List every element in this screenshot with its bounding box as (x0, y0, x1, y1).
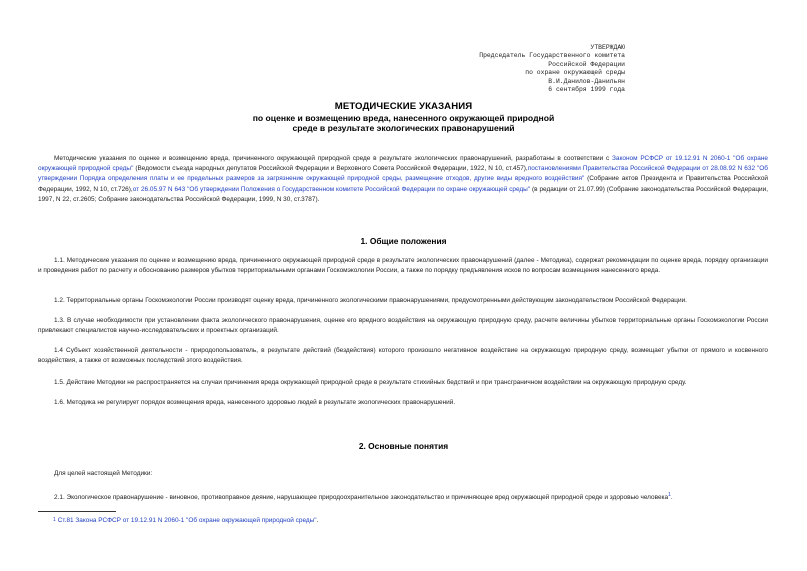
decree-643-link[interactable]: от 26.05.97 N 643 "Об утверждении Положения о Государственном комитете Российской Федерации по охране окружающей среды" (132, 185, 531, 193)
footnote-law-link[interactable]: Ст.81 Закона РСФСР от 19.12.91 N 2060-1 "Об охране окружающей природной среды" (57, 517, 317, 524)
footnote-mark: 1 (53, 517, 56, 523)
paragraph-1-2: 1.2. Территориальные органы Госкомэкологии России производят оценку вреда, причиненного экологическими правонарушениями, предусмотренными действующим законодательством Российской Федерации. (54, 297, 687, 304)
paragraph-1-3: 1.3. В случае необходимости при установлении факта экологического правонарушения, оценке его вредного воздействия на окружающую природную среду, расчете величины убытков территориальные органы Госкомэкологии России привлекают специалистов научно-исследовательских и проектных организаций. (38, 317, 768, 335)
approval-line: УТВЕРЖДАЮ (590, 44, 625, 51)
section-2-heading: 2. Основные понятия (358, 441, 449, 451)
paragraph-2-1-text: 2.1. Экологическое правонарушение - виновное, противоправное деяние, нарушающее природоохранительное законодательство и причиняющее вред окружающей природной среде и здоровью человека (54, 494, 669, 502)
approval-line: В.И.Данилов-Данильян (548, 77, 625, 85)
paragraph-2-1-end: . (670, 494, 673, 502)
section-1-heading: 1. Общие положения (360, 236, 447, 246)
paragraph-1-5: 1.5. Действие Методики не распространяется на случаи причинения вреда окружающей природной среде в результате стихийных бедствий и при трансграничном воздействии на окружающую природную среду. (54, 379, 687, 386)
paragraph-1-6: 1.6. Методика не регулирует порядок возмещения вреда, нанесенного здоровью людей в результате экологических правонарушений. (54, 399, 456, 406)
intro-text-1: Методические указания по оценке и возмещению вреда, причиненного окружающей природной среде в результате экологических правонарушений, разработаны в соответствии с (54, 155, 613, 162)
title-main: МЕТОДИЧЕСКИЕ УКАЗАНИЯ (334, 101, 473, 112)
footnote-divider (38, 511, 116, 512)
intro-text-4: (в редакции от 21.07.99) (Собрание законодательства Российской Федерации, 1997, N 22, ст.2605; Собрание законодательства Российской Федерации, 1999, N 30, ст.3787). (38, 185, 769, 203)
paragraph-1-1: 1.1. Методические указания по оценке и возмещению вреда, причиненного окружающей природной среде в результате экологических правонарушений (далее - Методика), содержат рекомендации по оценке вреда, порядку организации и проведения работ по расчету и обоснованию размеров убытков территориальными органами Госкомэкологии России, а также по порядку предъявления исков по вопросам возмещения нанесенного вреда. (38, 257, 768, 275)
approval-line: по охране окружающей среды (525, 69, 625, 77)
paragraph-2-1 (38, 490, 768, 503)
decree-632-link[interactable]: постановлениями Правительства Российской Федерации от 28.08.92 N 632 "Об утверждении Порядка определения платы и ее предельных размеров за загрязнение окружающей природной среды, размещение отходов, другие виды вредного воздействия" (38, 165, 768, 183)
approval-line: 6 сентября 1999 года (548, 86, 625, 94)
document-title (0, 101, 807, 133)
title-subtitle-line-2: среде в результате экологических правонарушений (292, 123, 515, 134)
approval-line: Российской Федерации (548, 60, 625, 68)
paragraph-1-4: 1.4 Субъект хозяйственной деятельности - природопользователь, в результате действий (бездействия) которого произошло негативное воздействие на окружающую природную среду, возмещает убытки от прямого и косвенного воздействия, а также от возможных последствий этого воздействия. (38, 347, 768, 365)
title-subtitle-line-1: по оценке и возмещению вреда, нанесенного окружающей природной (252, 113, 555, 123)
approval-stamp (455, 44, 625, 94)
footnote-reference[interactable]: 1 (668, 492, 671, 498)
intro-text-2: (Ведомости съезда народных депутатов Российской Федерации и Верховного Совета Российской Федерации, 1922, N 10, ст.457), (133, 165, 528, 173)
intro-text-3: (Собрание актов Президента и Правительства Российской Федерации, 1992, N 10, ст.726), (38, 175, 769, 193)
intro-paragraph (38, 154, 768, 205)
footnote-end: . (316, 517, 319, 524)
footnote (53, 516, 318, 525)
law-link[interactable]: Законом РСФСР от 19.12.91 N 2060-1 "Об охране окружающей природной среды" (38, 155, 768, 173)
approval-line: Председатель Государственного комитета (479, 52, 625, 60)
section-2-lead: Для целей настоящей Методики: (54, 470, 153, 477)
